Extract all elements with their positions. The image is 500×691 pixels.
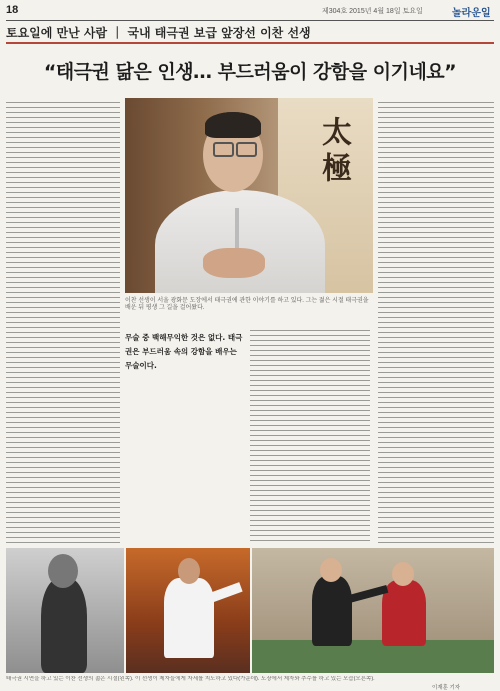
pull-quote: 무술 중 백해무익한 것은 없다. 태극권은 부드러움 속의 강함을 배우는 무술이다. xyxy=(125,333,243,370)
header-rule xyxy=(6,20,494,21)
body-column-1 xyxy=(6,100,120,544)
byline: 이재훈 기자 xyxy=(432,685,461,691)
glasses-icon xyxy=(213,142,234,157)
section-tag: 토요일에 만난 사람 ｜ 국내 태극권 보급 앞장선 이찬 선생 xyxy=(6,26,311,40)
bottom-photos-caption: 태극권 시연을 하고 있는 이찬 선생의 젊은 시절(왼쪽). 이 선생이 제자들에게 자세를 지도하고 있다(가운데). 도장에서 제자와 추수를 하고 있는 모습(오른쪽). xyxy=(6,676,375,682)
masthead: 놀라운일 xyxy=(452,8,491,19)
issue-info: 제304호 2015년 4월 18일 토요일 xyxy=(322,8,423,15)
main-photo-caption: 이찬 선생이 서울 광화문 도장에서 태극권에 관한 이야기를 하고 있다. 그는 젊은 시절 태극권을 배운 뒤 평생 그 길을 걸어왔다. xyxy=(125,298,369,311)
page-header xyxy=(0,0,500,21)
body-column-2-lower xyxy=(250,328,370,544)
photo-young-master xyxy=(6,548,124,673)
headline: “태극권 닮은 인생… 부드러움이 강함을 이기네요” xyxy=(43,61,457,83)
main-photo xyxy=(125,98,373,293)
page-number: 18 xyxy=(6,4,19,16)
photo-push-hands xyxy=(252,548,494,673)
calligraphy: 太極 xyxy=(316,116,351,188)
body-column-3 xyxy=(378,100,494,544)
section-rule xyxy=(6,42,494,44)
photo-demonstration xyxy=(126,548,250,673)
